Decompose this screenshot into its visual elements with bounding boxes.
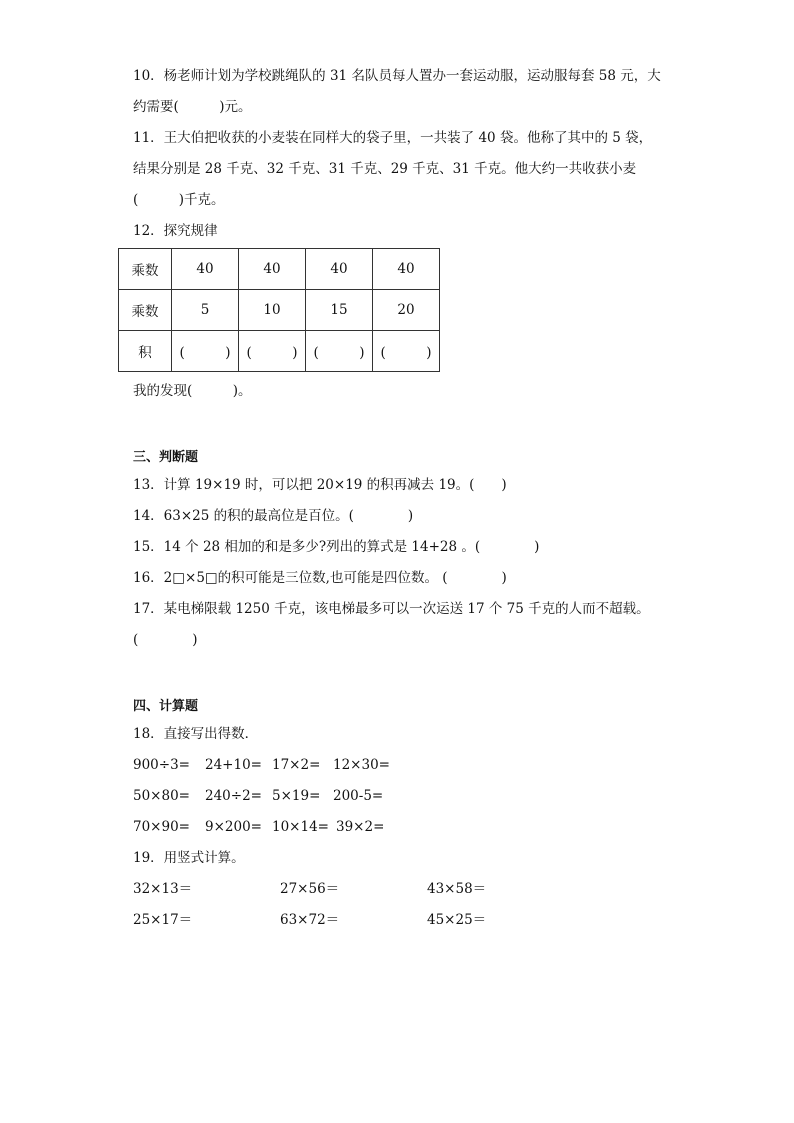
- calc-item: 10×14=: [272, 819, 329, 835]
- calc-item: 12×30=: [333, 757, 390, 773]
- section-3-heading: 三、判断题: [133, 450, 199, 465]
- calc-item: 9×200=: [205, 819, 262, 835]
- row-label: 乘数: [119, 290, 172, 331]
- calc-item: 45×25＝: [427, 912, 487, 928]
- calc-item: 63×72＝: [280, 912, 340, 928]
- question-15: 15．14 个 28 相加的和是多少?列出的算式是 14+28 。( ): [133, 539, 540, 555]
- table-row: [119, 331, 440, 372]
- table-cell: 40: [373, 249, 440, 290]
- question-11-line-3: ( )千克。: [133, 192, 225, 208]
- calc-item: 27×56＝: [280, 881, 340, 897]
- question-16: 16．2□×5□的积可能是三位数,也可能是四位数。 ( ): [133, 570, 507, 586]
- question-18-title: 18．直接写出得数．: [133, 726, 259, 742]
- calc-item: 25×17＝: [133, 912, 193, 928]
- calc-item: 240÷2=: [205, 788, 262, 804]
- answer-blank[interactable]: ( ): [306, 331, 373, 372]
- question-11-line-2: 结果分别是 28 千克、32 千克、31 千克、29 千克、31 千克。他大约一共收获小麦: [133, 161, 637, 177]
- table-row: [119, 249, 440, 290]
- table-cell: 20: [373, 290, 440, 331]
- calc-item: 200-5=: [333, 788, 384, 804]
- row-label: 积: [119, 331, 172, 372]
- question-11-line-1: 11．王大伯把收获的小麦装在同样大的袋子里，一共装了 40 袋。他称了其中的 5 袋，: [133, 130, 653, 146]
- question-10-line-2: 约需要( )元。: [133, 99, 252, 115]
- calc-item: 5×19=: [272, 788, 321, 804]
- table-cell: 40: [239, 249, 306, 290]
- calc-item: 43×58＝: [427, 881, 487, 897]
- question-19-title: 19．用竖式计算。: [133, 850, 245, 866]
- question-13: 13．计算 19×19 时，可以把 20×19 的积再减去 19。( ): [133, 477, 507, 493]
- calc-item: 900÷3=: [133, 757, 190, 773]
- pattern-table: [118, 248, 440, 372]
- question-17: 17．某电梯限载 1250 千克，该电梯最多可以一次运送 17 个 75 千克的人而不超载。: [133, 601, 650, 617]
- question-10-line-1: 10．杨老师计划为学校跳绳队的 31 名队员每人置办一套运动服，运动服每套 58 元，大: [133, 68, 661, 84]
- calc-item: 32×13＝: [133, 881, 193, 897]
- question-12-finding: 我的发现( )。: [133, 383, 252, 399]
- calc-item: 50×80=: [133, 788, 190, 804]
- section-4-heading: 四、计算题: [133, 699, 199, 714]
- table-cell: 5: [172, 290, 239, 331]
- table-cell: 40: [306, 249, 373, 290]
- table-row: [119, 290, 440, 331]
- calc-item: 39×2=: [336, 819, 385, 835]
- table-cell: 15: [306, 290, 373, 331]
- row-label: 乘数: [119, 249, 172, 290]
- calc-item: 24+10=: [205, 757, 262, 773]
- calc-item: 17×2=: [272, 757, 321, 773]
- table-cell: 10: [239, 290, 306, 331]
- answer-blank[interactable]: ( ): [373, 331, 440, 372]
- question-17-answer[interactable]: ( ): [133, 632, 198, 648]
- answer-blank[interactable]: ( ): [239, 331, 306, 372]
- answer-blank[interactable]: ( ): [172, 331, 239, 372]
- table-cell: 40: [172, 249, 239, 290]
- question-12-title: 12．探究规律: [133, 223, 218, 239]
- question-14: 14．63×25 的积的最高位是百位。( ): [133, 508, 414, 524]
- calc-item: 70×90=: [133, 819, 190, 835]
